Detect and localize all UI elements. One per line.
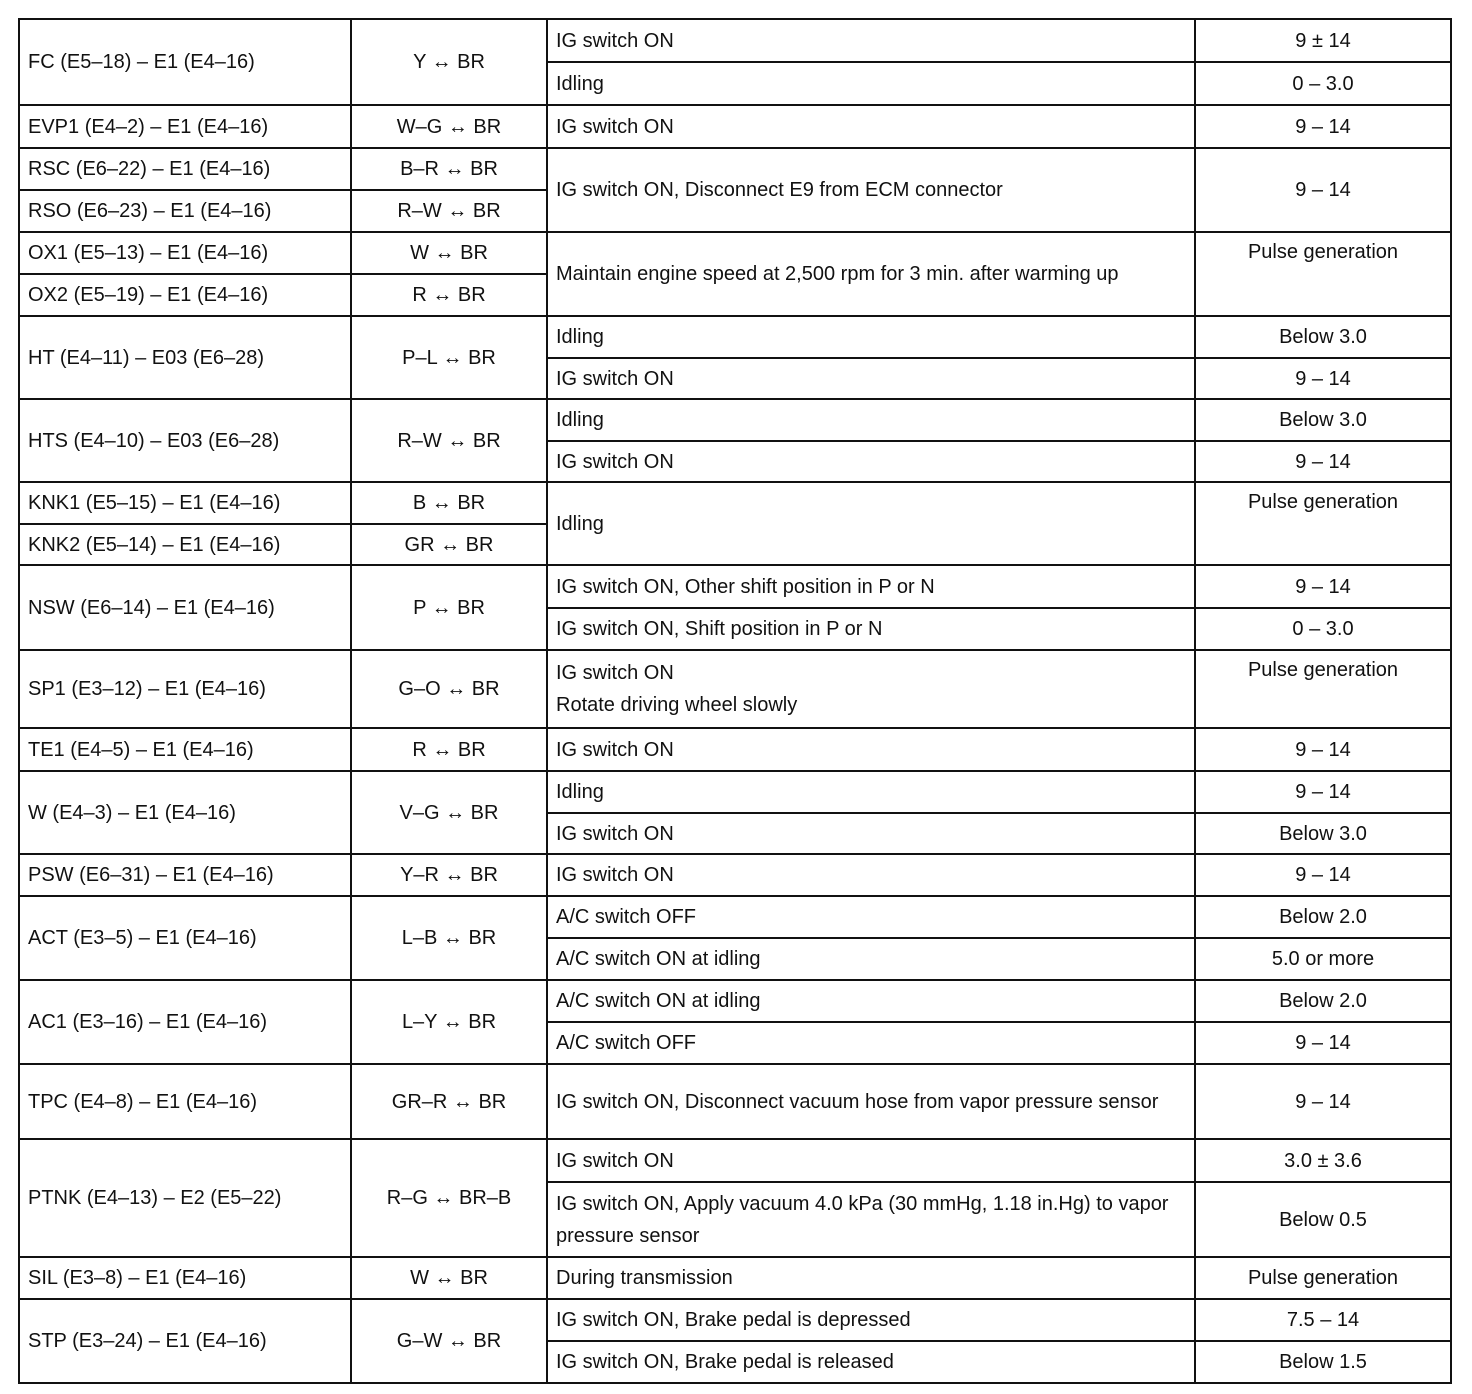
value-cell: 9 – 14 <box>1195 1022 1451 1064</box>
wiring-cell: R–W ↔ BR <box>351 190 547 232</box>
value-cell: Below 3.0 <box>1195 316 1451 358</box>
value-cell: Pulse generation <box>1195 1257 1451 1299</box>
value-cell: 9 – 14 <box>1195 358 1451 399</box>
wiring-cell: Y ↔ BR <box>351 19 547 105</box>
value-cell: 0 – 3.0 <box>1195 608 1451 650</box>
terminal-cell: HTS (E4–10) – E03 (E6–28) <box>19 399 351 482</box>
wiring-cell: W–G ↔ BR <box>351 105 547 148</box>
table-row <box>19 565 1451 608</box>
wiring-cell: B ↔ BR <box>351 482 547 524</box>
terminal-cell: HT (E4–11) – E03 (E6–28) <box>19 316 351 399</box>
condition-cell: IG switch ON <box>547 105 1195 148</box>
wiring-cell: W ↔ BR <box>351 232 547 274</box>
value-cell: 9 – 14 <box>1195 565 1451 608</box>
condition-cell: A/C switch ON at idling <box>547 938 1195 980</box>
condition-cell: Maintain engine speed at 2,500 rpm for 3 min. after warming up <box>547 232 1195 316</box>
condition-cell: IG switch ON, Apply vacuum 4.0 kPa (30 mmHg, 1.18 in.Hg) to vapor pressure sensor <box>547 1182 1195 1257</box>
table-row <box>19 399 1451 441</box>
condition-cell: A/C switch ON at idling <box>547 980 1195 1022</box>
table-row <box>19 19 1451 62</box>
condition-cell: IG switch ON <box>547 1139 1195 1182</box>
condition-line: Rotate driving wheel slowly <box>556 694 798 716</box>
wiring-cell: R ↔ BR <box>351 728 547 771</box>
value-cell: Below 2.0 <box>1195 980 1451 1022</box>
terminal-cell: OX2 (E5–19) – E1 (E4–16) <box>19 274 351 316</box>
condition-cell: Idling <box>547 62 1195 105</box>
value-cell: Pulse generation <box>1195 482 1451 565</box>
value-cell: 9 ± 14 <box>1195 19 1451 62</box>
terminal-cell: AC1 (E3–16) – E1 (E4–16) <box>19 980 351 1064</box>
terminal-cell: EVP1 (E4–2) – E1 (E4–16) <box>19 105 351 148</box>
terminal-cell: RSC (E6–22) – E1 (E4–16) <box>19 148 351 190</box>
wiring-cell: P–L ↔ BR <box>351 316 547 399</box>
value-cell: 9 – 14 <box>1195 1064 1451 1139</box>
value-cell: Below 0.5 <box>1195 1182 1451 1257</box>
terminal-cell: TPC (E4–8) – E1 (E4–16) <box>19 1064 351 1139</box>
condition-cell: Idling <box>547 399 1195 441</box>
table-body <box>19 19 1451 1383</box>
wiring-cell: R ↔ BR <box>351 274 547 316</box>
value-cell: 0 – 3.0 <box>1195 62 1451 105</box>
condition-cell: Idling <box>547 771 1195 813</box>
wiring-cell: Y–R ↔ BR <box>351 854 547 896</box>
value-cell: 7.5 – 14 <box>1195 1299 1451 1341</box>
condition-cell: IG switch ON, Shift position in P or N <box>547 608 1195 650</box>
wiring-cell: GR–R ↔ BR <box>351 1064 547 1139</box>
value-cell: Below 1.5 <box>1195 1341 1451 1383</box>
condition-line: IG switch ON <box>556 662 674 684</box>
condition-cell: IG switch ON <box>547 854 1195 896</box>
table-row <box>19 1064 1451 1139</box>
table-row <box>19 771 1451 813</box>
value-cell: 9 – 14 <box>1195 441 1451 482</box>
table-row <box>19 1257 1451 1299</box>
terminal-cell: SP1 (E3–12) – E1 (E4–16) <box>19 650 351 728</box>
table-row <box>19 316 1451 358</box>
terminal-voltage-table <box>18 18 1452 1384</box>
table-row <box>19 896 1451 938</box>
terminal-cell: W (E4–3) – E1 (E4–16) <box>19 771 351 854</box>
wiring-cell: B–R ↔ BR <box>351 148 547 190</box>
table-row <box>19 650 1451 728</box>
table-row <box>19 854 1451 896</box>
terminal-cell: NSW (E6–14) – E1 (E4–16) <box>19 565 351 650</box>
terminal-cell: KNK1 (E5–15) – E1 (E4–16) <box>19 482 351 524</box>
table-row <box>19 980 1451 1022</box>
value-cell: 9 – 14 <box>1195 105 1451 148</box>
value-cell: Below 3.0 <box>1195 813 1451 854</box>
value-cell: 3.0 ± 3.6 <box>1195 1139 1451 1182</box>
condition-cell: Idling <box>547 482 1195 565</box>
wiring-cell: GR ↔ BR <box>351 524 547 565</box>
wiring-cell: L–B ↔ BR <box>351 896 547 980</box>
table-row <box>19 148 1451 190</box>
condition-cell: A/C switch OFF <box>547 896 1195 938</box>
wiring-cell: G–W ↔ BR <box>351 1299 547 1383</box>
terminal-cell: TE1 (E4–5) – E1 (E4–16) <box>19 728 351 771</box>
value-cell: 9 – 14 <box>1195 854 1451 896</box>
condition-cell: IG switch ON, Other shift position in P or N <box>547 565 1195 608</box>
value-cell: Pulse generation <box>1195 650 1451 728</box>
condition-cell: IG switch ON, Disconnect vacuum hose from vapor pressure sensor <box>547 1064 1195 1139</box>
value-cell: Below 3.0 <box>1195 399 1451 441</box>
terminal-cell: OX1 (E5–13) – E1 (E4–16) <box>19 232 351 274</box>
terminal-cell: RSO (E6–23) – E1 (E4–16) <box>19 190 351 232</box>
value-cell: 9 – 14 <box>1195 771 1451 813</box>
wiring-cell: W ↔ BR <box>351 1257 547 1299</box>
condition-cell: IG switch ON <box>547 441 1195 482</box>
condition-cell: Idling <box>547 316 1195 358</box>
wiring-cell: V–G ↔ BR <box>351 771 547 854</box>
value-cell: 9 – 14 <box>1195 148 1451 232</box>
terminal-cell: SIL (E3–8) – E1 (E4–16) <box>19 1257 351 1299</box>
terminal-cell: STP (E3–24) – E1 (E4–16) <box>19 1299 351 1383</box>
condition-cell: During transmission <box>547 1257 1195 1299</box>
condition-cell <box>547 650 1195 728</box>
table-row <box>19 482 1451 524</box>
terminal-cell: PSW (E6–31) – E1 (E4–16) <box>19 854 351 896</box>
terminal-cell: KNK2 (E5–14) – E1 (E4–16) <box>19 524 351 565</box>
condition-cell: IG switch ON, Brake pedal is released <box>547 1341 1195 1383</box>
terminal-cell: FC (E5–18) – E1 (E4–16) <box>19 19 351 105</box>
wiring-cell: P ↔ BR <box>351 565 547 650</box>
value-cell: 9 – 14 <box>1195 728 1451 771</box>
table-row <box>19 1299 1451 1341</box>
terminal-cell: ACT (E3–5) – E1 (E4–16) <box>19 896 351 980</box>
condition-cell: IG switch ON, Disconnect E9 from ECM connector <box>547 148 1195 232</box>
wiring-cell: R–G ↔ BR–B <box>351 1139 547 1257</box>
table-row <box>19 232 1451 274</box>
value-cell: Pulse generation <box>1195 232 1451 316</box>
condition-cell: IG switch ON, Brake pedal is depressed <box>547 1299 1195 1341</box>
condition-cell: A/C switch OFF <box>547 1022 1195 1064</box>
wiring-cell: R–W ↔ BR <box>351 399 547 482</box>
wiring-cell: L–Y ↔ BR <box>351 980 547 1064</box>
value-cell: Below 2.0 <box>1195 896 1451 938</box>
wiring-cell: G–O ↔ BR <box>351 650 547 728</box>
value-cell: 5.0 or more <box>1195 938 1451 980</box>
terminal-cell: PTNK (E4–13) – E2 (E5–22) <box>19 1139 351 1257</box>
condition-cell: IG switch ON <box>547 813 1195 854</box>
condition-cell: IG switch ON <box>547 728 1195 771</box>
condition-cell: IG switch ON <box>547 19 1195 62</box>
table-row <box>19 1139 1451 1182</box>
table-row <box>19 105 1451 148</box>
table-row <box>19 728 1451 771</box>
condition-cell: IG switch ON <box>547 358 1195 399</box>
